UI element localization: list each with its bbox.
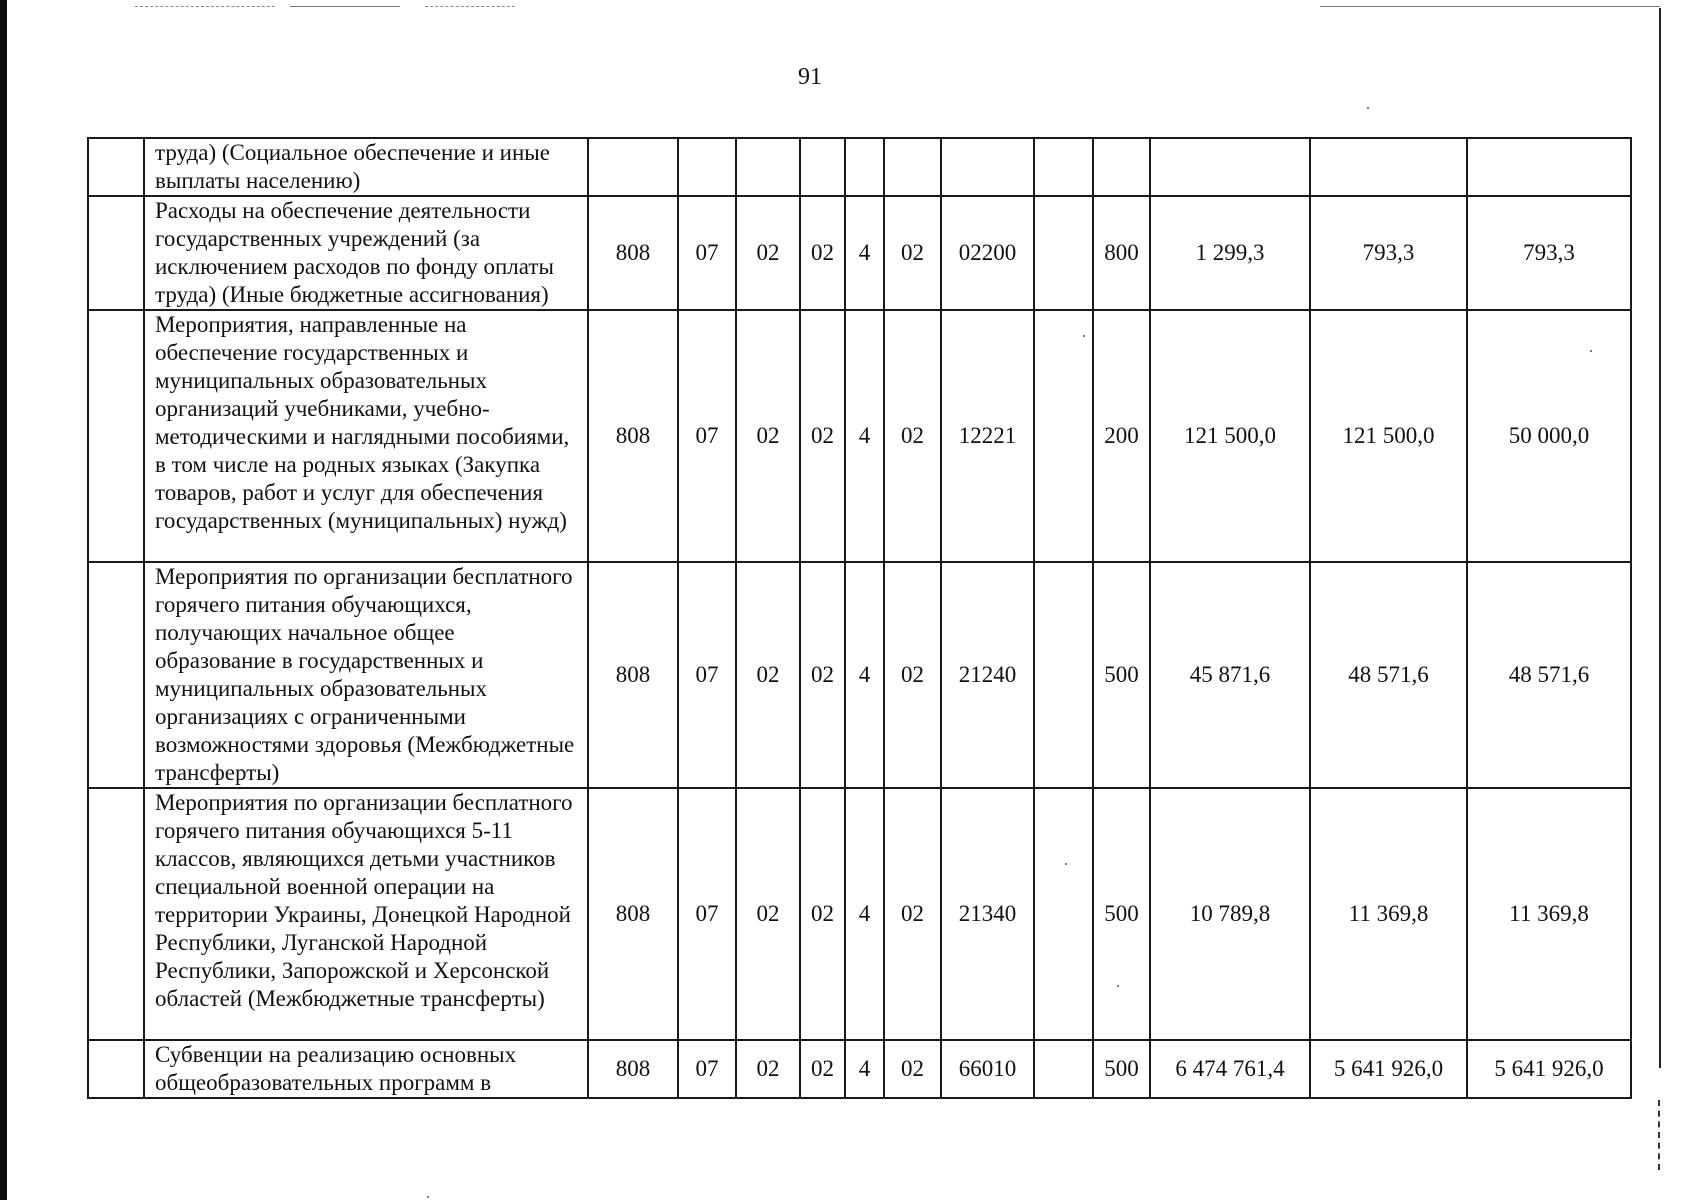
amount-cell: 5 641 926,0 (1310, 1040, 1467, 1098)
scan-edge-right (1659, 8, 1661, 1068)
row-number-cell (88, 562, 144, 788)
amount-cell: 11 369,8 (1310, 788, 1467, 1040)
code-cell: 02 (800, 196, 845, 310)
code-cell: 02 (884, 196, 941, 310)
table-row (88, 788, 1631, 1040)
code-cell: 02 (800, 310, 845, 562)
code-cell: 21340 (941, 788, 1034, 1040)
row-number-cell (88, 138, 144, 196)
table-row (88, 1040, 1631, 1098)
page-number: 91 (798, 64, 822, 90)
code-cell (845, 138, 884, 196)
scan-top-mark (1320, 6, 1660, 7)
code-cell (736, 138, 800, 196)
code-cell: 07 (678, 788, 736, 1040)
table-row (88, 196, 1631, 310)
amount-cell: 50 000,0 (1467, 310, 1631, 562)
amount-cell: 45 871,6 (1150, 562, 1310, 788)
code-cell (588, 138, 678, 196)
code-cell: 4 (845, 196, 884, 310)
code-cell: 07 (678, 562, 736, 788)
amount-cell: 11 369,8 (1467, 788, 1631, 1040)
description-cell: Мероприятия по организации бесплатного горячего питания обучающихся, получающих начальное общее образование в государственных и муниципальных образовательных организациях с ограниченными возможностями здоровья (Межбюджетные трансферты) (144, 562, 588, 788)
code-cell: 02 (736, 562, 800, 788)
code-cell: 500 (1093, 1040, 1150, 1098)
code-cell: 02 (884, 788, 941, 1040)
table-row (88, 310, 1631, 562)
code-cell: 800 (1093, 196, 1150, 310)
description-cell: Субвенции на реализацию основных общеобразовательных программ в (144, 1040, 588, 1098)
code-cell: 4 (845, 310, 884, 562)
code-cell: 02 (884, 310, 941, 562)
row-number-cell (88, 310, 144, 562)
code-cell (1034, 788, 1093, 1040)
code-cell: 808 (588, 788, 678, 1040)
amount-cell: 5 641 926,0 (1467, 1040, 1631, 1098)
code-cell: 02 (736, 196, 800, 310)
code-cell: 21240 (941, 562, 1034, 788)
table-row (88, 138, 1631, 196)
budget-table (87, 137, 1632, 1099)
description-cell: Расходы на обеспечение деятельности государственных учреждений (за исключением расходов по фонду оплаты труда) (Иные бюджетные ассигнования) (144, 196, 588, 310)
description-cell: труда) (Социальное обеспечение и иные выплаты населению) (144, 138, 588, 196)
amount-cell (1310, 138, 1467, 196)
row-number-cell (88, 1040, 144, 1098)
scan-top-mark (290, 6, 400, 7)
amount-cell: 10 789,8 (1150, 788, 1310, 1040)
code-cell (1034, 310, 1093, 562)
code-cell (1034, 1040, 1093, 1098)
scan-top-mark (425, 6, 515, 7)
description-cell: Мероприятия по организации бесплатного горячего питания обучающихся 5-11 классов, являющихся детьми участников специальной военной операции на территории Украины, Донецкой Народной Республики, Луганской Народной Республики, Запорожской и Херсонской областей (Межбюджетные трансферты) (144, 788, 588, 1040)
scan-top-mark (135, 6, 275, 7)
amount-cell: 793,3 (1467, 196, 1631, 310)
table-body (88, 138, 1631, 1098)
scan-speck (427, 1196, 429, 1198)
code-cell: 07 (678, 1040, 736, 1098)
code-cell (1093, 138, 1150, 196)
code-cell (941, 138, 1034, 196)
scan-speck (1367, 107, 1369, 109)
code-cell: 02 (800, 788, 845, 1040)
code-cell: 02 (736, 310, 800, 562)
amount-cell: 48 571,6 (1310, 562, 1467, 788)
code-cell: 808 (588, 1040, 678, 1098)
scan-edge-right-dash (1658, 1100, 1660, 1170)
amount-cell: 121 500,0 (1150, 310, 1310, 562)
code-cell: 500 (1093, 562, 1150, 788)
row-number-cell (88, 788, 144, 1040)
code-cell: 02 (800, 562, 845, 788)
amount-cell (1150, 138, 1310, 196)
amount-cell: 1 299,3 (1150, 196, 1310, 310)
code-cell: 200 (1093, 310, 1150, 562)
code-cell: 4 (845, 788, 884, 1040)
code-cell: 07 (678, 310, 736, 562)
code-cell (884, 138, 941, 196)
table-row (88, 562, 1631, 788)
code-cell: 02 (800, 1040, 845, 1098)
scan-edge-left (0, 0, 7, 1200)
code-cell: 808 (588, 310, 678, 562)
amount-cell: 793,3 (1310, 196, 1467, 310)
code-cell: 12221 (941, 310, 1034, 562)
code-cell: 02200 (941, 196, 1034, 310)
code-cell: 02 (884, 1040, 941, 1098)
amount-cell (1467, 138, 1631, 196)
row-number-cell (88, 196, 144, 310)
code-cell: 66010 (941, 1040, 1034, 1098)
code-cell (1034, 138, 1093, 196)
code-cell (678, 138, 736, 196)
code-cell (1034, 562, 1093, 788)
code-cell: 4 (845, 1040, 884, 1098)
code-cell: 02 (736, 1040, 800, 1098)
code-cell: 500 (1093, 788, 1150, 1040)
code-cell (800, 138, 845, 196)
amount-cell: 6 474 761,4 (1150, 1040, 1310, 1098)
description-cell: Мероприятия, направленные на обеспечение государственных и муниципальных образовательных организаций учебниками, учебно-методическими и наглядными пособиями, в том числе на родных языках (Закупка товаров, работ и услуг для обеспечения государственных (муниципальных) нужд) (144, 310, 588, 562)
amount-cell: 48 571,6 (1467, 562, 1631, 788)
code-cell: 02 (736, 788, 800, 1040)
code-cell: 4 (845, 562, 884, 788)
code-cell: 07 (678, 196, 736, 310)
amount-cell: 121 500,0 (1310, 310, 1467, 562)
code-cell: 808 (588, 562, 678, 788)
code-cell: 02 (884, 562, 941, 788)
code-cell (1034, 196, 1093, 310)
code-cell: 808 (588, 196, 678, 310)
